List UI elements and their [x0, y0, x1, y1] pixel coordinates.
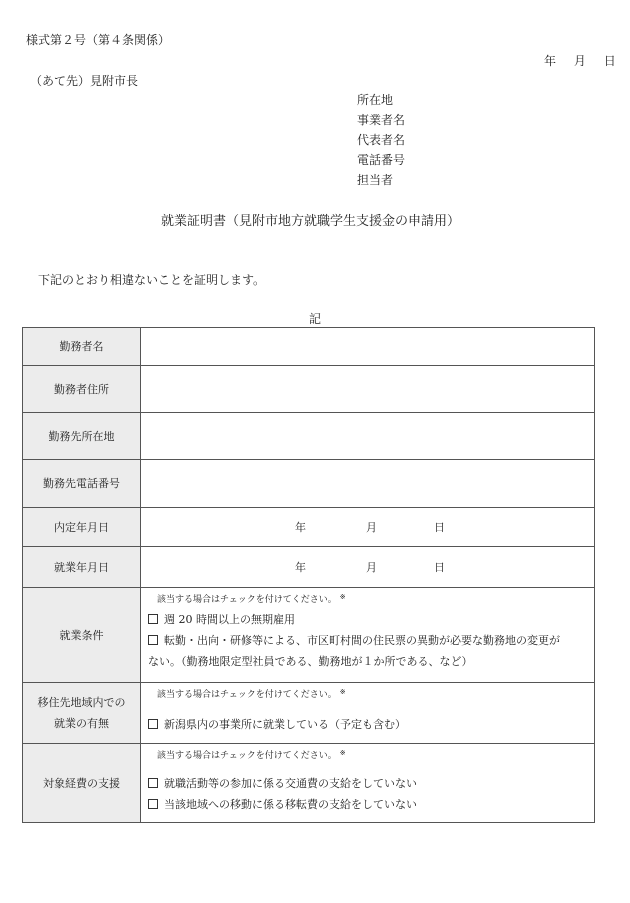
conditions-option-2[interactable]: 転勤・出向・研修等による、市区町村間の住民票の異動が必要な勤務地の変更が	[141, 630, 594, 651]
table-row	[23, 547, 595, 588]
header-date-year: 年	[544, 54, 557, 68]
certification-statement: 下記のとおり相違ないことを証明します。	[38, 273, 266, 287]
expense-option-2[interactable]: 当該地域への移動に係る移転費の支給をしていない	[141, 794, 594, 815]
table-row	[23, 328, 595, 366]
local-employment-label: 移住先地域内での 就業の有無	[23, 683, 141, 744]
conditions-option-1[interactable]: 週 20 時間以上の無期雇用	[141, 609, 594, 630]
checkbox[interactable]	[148, 719, 158, 729]
table-row	[23, 744, 595, 823]
table-row	[23, 366, 595, 413]
checkbox[interactable]	[148, 778, 158, 788]
start-date-field[interactable]	[141, 547, 595, 588]
field-company-label: 事業者名	[357, 113, 406, 127]
table-row	[23, 683, 595, 744]
field-address-label: 所在地	[357, 93, 394, 107]
conditions-option-2-continued: ない。（勤務地限定型社員である、勤務地が１か所である、など）	[148, 655, 473, 668]
table-row	[23, 588, 595, 683]
start-date-month: 月	[366, 561, 377, 574]
offer-date-label: 内定年月日	[23, 508, 141, 547]
field-phone-label: 電話番号	[357, 153, 406, 167]
conditions-note: 該当する場合はチェックを付けてください。 ※	[157, 593, 346, 605]
offer-date-day: 日	[434, 521, 445, 534]
form-number: 様式第２号（第４条関係）	[26, 33, 171, 47]
certificate-table	[22, 327, 595, 823]
local-employment-option[interactable]: 新潟県内の事業所に就業している（予定も含む）	[141, 714, 594, 735]
expense-support-note: 該当する場合はチェックを付けてください。 ※	[157, 749, 346, 761]
offer-date-year: 年	[295, 521, 306, 534]
header-date-day: 日	[603, 54, 616, 68]
header-date-month: 月	[573, 54, 586, 68]
start-date-day: 日	[434, 561, 445, 574]
start-date-year: 年	[295, 561, 306, 574]
workplace-phone-label: 勤務先電話番号	[23, 460, 141, 508]
employee-name-field[interactable]	[141, 328, 595, 366]
header-date	[544, 52, 616, 69]
employee-address-label: 勤務者住所	[23, 366, 141, 413]
offer-date-field[interactable]	[141, 508, 595, 547]
checkbox[interactable]	[148, 614, 158, 624]
start-date-label: 就業年月日	[23, 547, 141, 588]
field-contact-label: 担当者	[357, 173, 394, 187]
workplace-address-label: 勤務先所在地	[23, 413, 141, 460]
employee-address-field[interactable]	[141, 366, 595, 413]
ki-heading: 記	[309, 312, 322, 326]
offer-date-month: 月	[366, 521, 377, 534]
field-representative-label: 代表者名	[357, 133, 406, 147]
expense-support-label: 対象経費の支援	[23, 744, 141, 823]
workplace-phone-field[interactable]	[141, 460, 595, 508]
checkbox[interactable]	[148, 799, 158, 809]
conditions-label: 就業条件	[23, 588, 141, 683]
employee-name-label: 勤務者名	[23, 328, 141, 366]
local-employment-note: 該当する場合はチェックを付けてください。 ※	[157, 688, 346, 700]
expense-support-field	[141, 744, 595, 823]
table-row	[23, 508, 595, 547]
expense-option-1[interactable]: 就職活動等の参加に係る交通費の支給をしていない	[141, 773, 594, 794]
checkbox[interactable]	[148, 635, 158, 645]
table-row	[23, 413, 595, 460]
local-employment-field	[141, 683, 595, 744]
addressee: （あて先）見附市長	[30, 74, 139, 88]
workplace-address-field[interactable]	[141, 413, 595, 460]
conditions-field	[141, 588, 595, 683]
document-title: 就業証明書（見附市地方就職学生支援金の申請用）	[161, 214, 461, 229]
table-row	[23, 460, 595, 508]
